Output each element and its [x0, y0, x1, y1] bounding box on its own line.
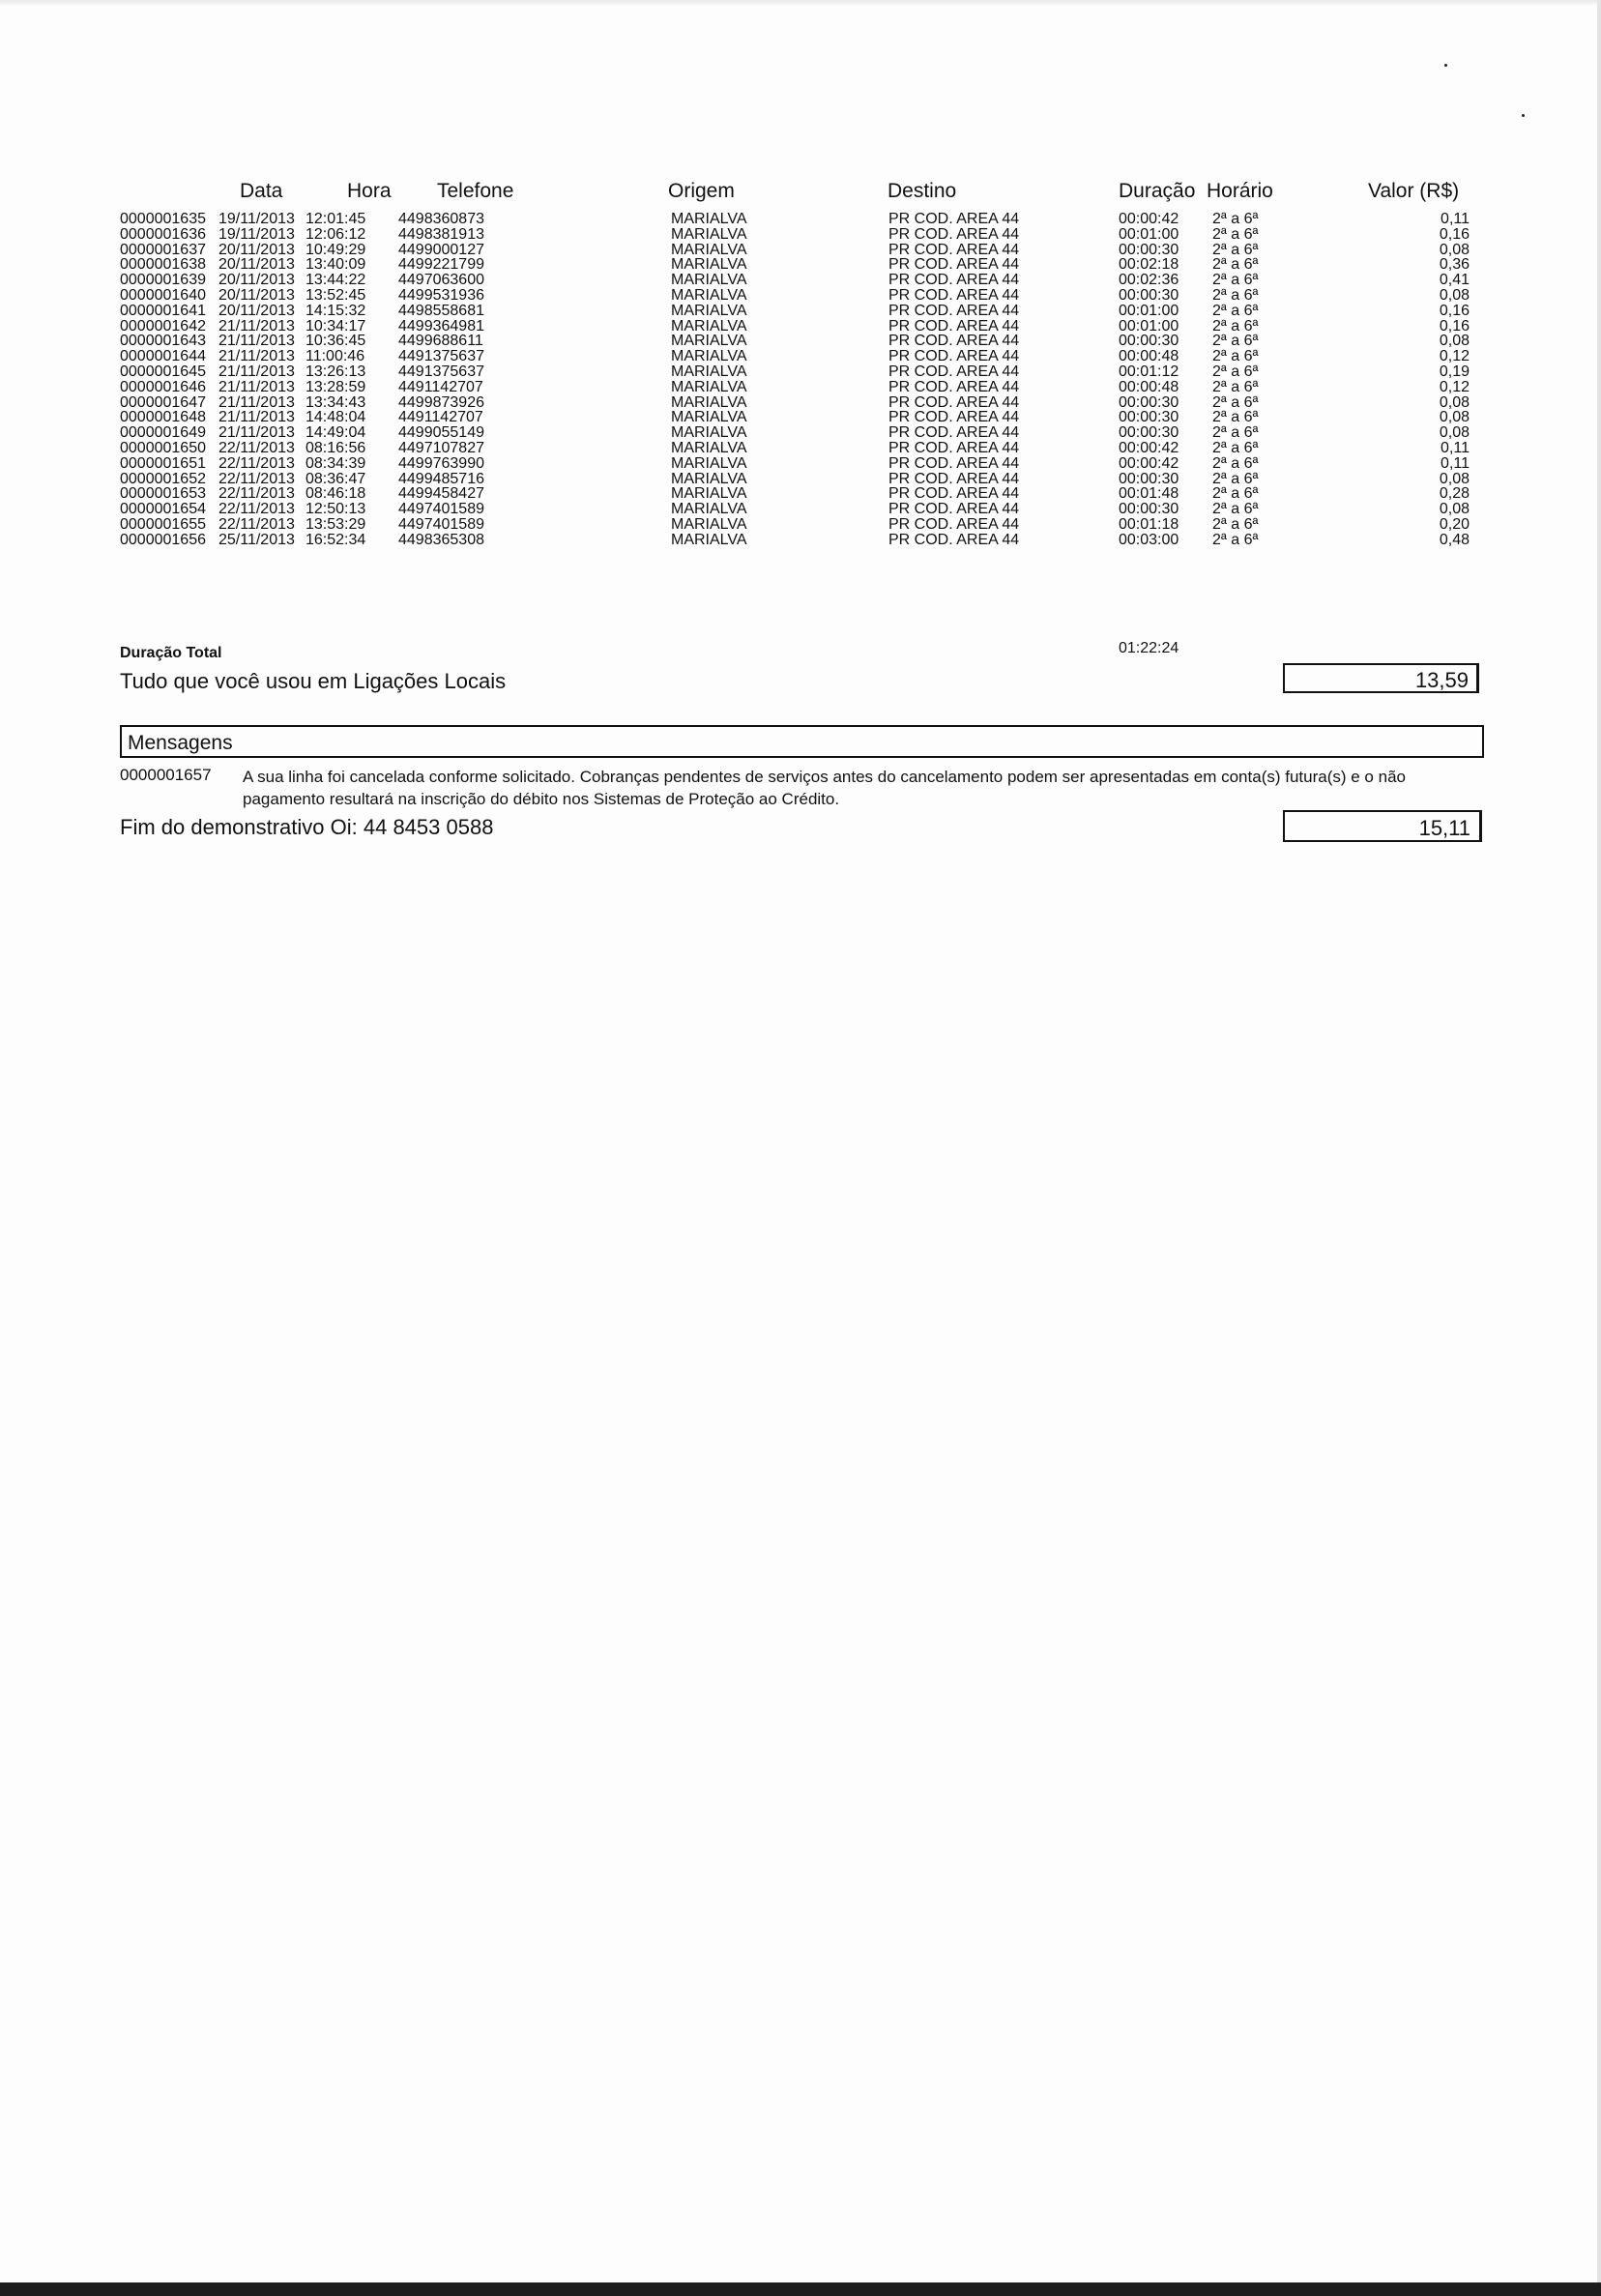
call-phone: 4491142707: [398, 378, 483, 395]
call-origin: MARIALVA: [671, 439, 747, 456]
call-value: 0,08: [1439, 286, 1470, 304]
column-header-duracao: Duração: [1119, 180, 1196, 202]
total-duration-label: Duração Total: [120, 645, 222, 661]
call-value: 0,12: [1439, 348, 1470, 365]
call-schedule: 2ª a 6ª: [1212, 317, 1259, 334]
call-duration: 00:01:00: [1119, 317, 1179, 334]
call-value: 0,20: [1439, 515, 1470, 533]
call-value: 0,16: [1439, 302, 1470, 319]
call-schedule: 2ª a 6ª: [1212, 225, 1259, 243]
messages-header-box: [120, 725, 1484, 758]
call-destination: PR COD. AREA 44: [888, 454, 1020, 472]
table-row: [0, 364, 1601, 380]
call-time: 13:44:22: [306, 272, 366, 289]
call-date: 21/11/2013: [218, 333, 295, 350]
call-schedule: 2ª a 6ª: [1212, 501, 1259, 518]
column-header-origem: Origem: [668, 180, 735, 202]
call-id: 0000001640: [120, 286, 206, 304]
call-id: 0000001639: [120, 272, 206, 289]
call-id: 0000001656: [120, 531, 206, 548]
call-duration: 00:01:00: [1119, 302, 1179, 319]
call-origin: MARIALVA: [671, 333, 747, 350]
call-date: 19/11/2013: [218, 225, 295, 243]
table-row: [0, 273, 1601, 288]
call-origin: MARIALVA: [671, 501, 747, 518]
call-duration: 00:01:00: [1119, 225, 1179, 243]
call-value: 0,41: [1439, 272, 1470, 289]
call-phone: 4497063600: [398, 272, 484, 289]
column-header-destino: Destino: [888, 180, 957, 202]
column-header-telefone: Telefone: [437, 180, 514, 202]
call-duration: 00:00:30: [1119, 409, 1179, 426]
call-destination: PR COD. AREA 44: [888, 439, 1020, 456]
table-row: [0, 502, 1601, 517]
call-phone: 4491142707: [398, 409, 483, 426]
call-id: 0000001637: [120, 241, 206, 258]
call-destination: PR COD. AREA 44: [888, 409, 1020, 426]
call-value: 0,08: [1439, 241, 1470, 258]
call-time: 14:49:04: [306, 424, 366, 442]
call-id: 0000001654: [120, 501, 206, 518]
call-value: 0,16: [1439, 225, 1470, 243]
call-time: 13:28:59: [306, 378, 366, 395]
call-time: 13:52:45: [306, 286, 366, 304]
table-row: [0, 257, 1601, 273]
table-row: [0, 334, 1601, 349]
call-value: 0,11: [1441, 211, 1470, 227]
table-row: [0, 517, 1601, 533]
call-duration: 00:00:30: [1119, 241, 1179, 258]
call-phone: 4499458427: [398, 485, 484, 503]
call-date: 21/11/2013: [218, 409, 295, 426]
call-origin: MARIALVA: [671, 302, 747, 319]
call-date: 21/11/2013: [218, 393, 295, 411]
call-value: 0,08: [1439, 333, 1470, 350]
call-schedule: 2ª a 6ª: [1212, 393, 1259, 411]
call-time: 12:06:12: [306, 225, 366, 243]
call-phone: 4499763990: [398, 454, 484, 472]
call-origin: MARIALVA: [671, 454, 747, 472]
call-duration: 00:03:00: [1119, 531, 1179, 548]
call-time: 14:48:04: [306, 409, 366, 426]
call-destination: PR COD. AREA 44: [888, 485, 1020, 503]
call-origin: MARIALVA: [671, 470, 747, 487]
call-date: 21/11/2013: [218, 378, 295, 395]
call-phone: 4497107827: [398, 439, 484, 456]
call-time: 10:34:17: [306, 317, 366, 334]
local-calls-summary-box: [1283, 663, 1479, 693]
call-time: 16:52:34: [306, 531, 366, 548]
call-time: 12:01:45: [306, 211, 366, 227]
scan-speck: [1444, 64, 1447, 67]
call-value: 0,08: [1439, 501, 1470, 518]
call-duration: 00:00:48: [1119, 348, 1179, 365]
call-time: 13:34:43: [306, 393, 366, 411]
call-time: 11:00:46: [306, 348, 365, 365]
call-origin: MARIALVA: [671, 378, 747, 395]
call-origin: MARIALVA: [671, 286, 747, 304]
call-id: 0000001646: [120, 378, 206, 395]
end-of-statement-label: Fim do demonstrativo Oi: 44 8453 0588: [120, 815, 494, 839]
end-of-statement-value: 15,11: [1418, 816, 1470, 840]
scan-edge-bottom: [0, 2282, 1601, 2296]
call-duration: 00:00:42: [1119, 454, 1179, 472]
call-origin: MARIALVA: [671, 363, 747, 380]
total-duration-value: 01:22:24: [1119, 640, 1179, 656]
call-id: 0000001652: [120, 470, 206, 487]
table-row: [0, 486, 1601, 502]
call-id: 0000001641: [120, 302, 206, 319]
call-origin: MARIALVA: [671, 409, 747, 426]
call-schedule: 2ª a 6ª: [1212, 241, 1259, 258]
call-duration: 00:00:30: [1119, 393, 1179, 411]
call-value: 0,11: [1441, 454, 1470, 472]
call-id: 0000001644: [120, 348, 206, 365]
call-duration: 00:00:30: [1119, 501, 1179, 518]
call-duration: 00:02:18: [1119, 256, 1179, 274]
call-id: 0000001642: [120, 317, 206, 334]
call-destination: PR COD. AREA 44: [888, 363, 1020, 380]
call-date: 20/11/2013: [218, 256, 295, 274]
call-schedule: 2ª a 6ª: [1212, 333, 1259, 350]
call-schedule: 2ª a 6ª: [1212, 348, 1259, 365]
call-duration: 00:01:12: [1119, 363, 1179, 380]
call-phone: 4499531936: [398, 286, 484, 304]
call-destination: PR COD. AREA 44: [888, 393, 1020, 411]
call-destination: PR COD. AREA 44: [888, 424, 1020, 442]
call-phone: 4498365308: [398, 531, 484, 548]
column-header-hora: Hora: [347, 180, 392, 202]
call-destination: PR COD. AREA 44: [888, 317, 1020, 334]
table-row: [0, 243, 1601, 258]
call-value: 0,12: [1439, 378, 1470, 395]
call-schedule: 2ª a 6ª: [1212, 485, 1259, 503]
table-row: [0, 380, 1601, 395]
call-destination: PR COD. AREA 44: [888, 501, 1020, 518]
scan-speck: [1522, 114, 1525, 117]
end-of-statement-box: [1283, 810, 1482, 842]
call-time: 12:50:13: [306, 501, 366, 518]
call-schedule: 2ª a 6ª: [1212, 409, 1259, 426]
call-schedule: 2ª a 6ª: [1212, 256, 1259, 274]
table-row: [0, 472, 1601, 487]
call-schedule: 2ª a 6ª: [1212, 286, 1259, 304]
column-header-valor: Valor (R$): [1368, 180, 1460, 202]
column-header-data: Data: [240, 180, 283, 202]
call-duration: 00:00:48: [1119, 378, 1179, 395]
call-id: 0000001653: [120, 485, 206, 503]
call-origin: MARIALVA: [671, 211, 747, 227]
call-phone: 4491375637: [398, 348, 484, 365]
call-value: 0,16: [1439, 317, 1470, 334]
call-date: 20/11/2013: [218, 286, 295, 304]
call-origin: MARIALVA: [671, 225, 747, 243]
call-schedule: 2ª a 6ª: [1212, 272, 1259, 289]
call-origin: MARIALVA: [671, 272, 747, 289]
call-duration: 00:00:30: [1119, 470, 1179, 487]
call-value: 0,08: [1439, 424, 1470, 442]
call-duration: 00:00:42: [1119, 439, 1179, 456]
call-value: 0,08: [1439, 409, 1470, 426]
call-id: 0000001636: [120, 225, 206, 243]
call-destination: PR COD. AREA 44: [888, 531, 1020, 548]
call-date: 22/11/2013: [218, 439, 295, 456]
call-origin: MARIALVA: [671, 515, 747, 533]
table-row: [0, 319, 1601, 334]
call-phone: 4498381913: [398, 225, 484, 243]
table-row: [0, 349, 1601, 364]
table-row: [0, 533, 1601, 548]
call-phone: 4498360873: [398, 211, 484, 227]
call-time: 08:36:47: [306, 470, 366, 487]
call-destination: PR COD. AREA 44: [888, 225, 1020, 243]
call-id: 0000001650: [120, 439, 206, 456]
call-date: 22/11/2013: [218, 501, 295, 518]
call-time: 10:49:29: [306, 241, 366, 258]
call-phone: 4499055149: [398, 424, 484, 442]
call-time: 13:26:13: [306, 363, 366, 380]
call-schedule: 2ª a 6ª: [1212, 531, 1259, 548]
call-duration: 00:02:36: [1119, 272, 1179, 289]
call-date: 22/11/2013: [218, 454, 295, 472]
table-row: [0, 212, 1601, 227]
call-origin: MARIALVA: [671, 393, 747, 411]
call-id: 0000001651: [120, 454, 206, 472]
call-destination: PR COD. AREA 44: [888, 333, 1020, 350]
table-row: [0, 441, 1601, 456]
call-destination: PR COD. AREA 44: [888, 302, 1020, 319]
call-time: 10:36:45: [306, 333, 366, 350]
call-phone: 4499221799: [398, 256, 484, 274]
call-time: 13:53:29: [306, 515, 366, 533]
scan-edge-top: [0, 0, 1601, 6]
call-id: 0000001635: [120, 211, 206, 227]
call-time: 08:16:56: [306, 439, 366, 456]
call-value: 0,08: [1439, 393, 1470, 411]
call-origin: MARIALVA: [671, 485, 747, 503]
call-value: 0,08: [1439, 470, 1470, 487]
call-value: 0,11: [1441, 439, 1470, 456]
call-schedule: 2ª a 6ª: [1212, 454, 1259, 472]
call-destination: PR COD. AREA 44: [888, 241, 1020, 258]
call-duration: 00:00:30: [1119, 333, 1179, 350]
call-id: 0000001638: [120, 256, 206, 274]
local-calls-summary-value: 13,59: [1414, 668, 1469, 692]
call-origin: MARIALVA: [671, 256, 747, 274]
column-header-horario: Horário: [1207, 180, 1273, 202]
call-schedule: 2ª a 6ª: [1212, 470, 1259, 487]
call-duration: 00:01:48: [1119, 485, 1179, 503]
call-origin: MARIALVA: [671, 241, 747, 258]
call-date: 22/11/2013: [218, 515, 295, 533]
local-calls-summary-label: Tudo que você usou em Ligações Locais: [120, 669, 507, 693]
call-date: 21/11/2013: [218, 348, 295, 365]
call-time: 08:34:39: [306, 454, 366, 472]
call-phone: 4498558681: [398, 302, 484, 319]
call-destination: PR COD. AREA 44: [888, 348, 1020, 365]
call-schedule: 2ª a 6ª: [1212, 378, 1259, 395]
call-id: 0000001645: [120, 363, 206, 380]
table-row: [0, 425, 1601, 441]
call-date: 19/11/2013: [218, 211, 295, 227]
table-row: [0, 227, 1601, 243]
call-schedule: 2ª a 6ª: [1212, 211, 1259, 227]
call-origin: MARIALVA: [671, 531, 747, 548]
call-schedule: 2ª a 6ª: [1212, 515, 1259, 533]
call-date: 22/11/2013: [218, 470, 295, 487]
call-phone: 4499000127: [398, 241, 484, 258]
call-value: 0,19: [1439, 363, 1470, 380]
table-row: [0, 288, 1601, 304]
messages-title: Mensagens: [128, 732, 233, 754]
call-duration: 00:00:30: [1119, 286, 1179, 304]
call-time: 14:15:32: [306, 302, 366, 319]
table-row: [0, 395, 1601, 411]
call-value: 0,36: [1439, 256, 1470, 274]
call-schedule: 2ª a 6ª: [1212, 363, 1259, 380]
call-phone: 4497401589: [398, 515, 484, 533]
table-row: [0, 410, 1601, 425]
table-row: [0, 456, 1601, 472]
call-destination: PR COD. AREA 44: [888, 272, 1020, 289]
call-time: 13:40:09: [306, 256, 366, 274]
call-duration: 00:00:30: [1119, 424, 1179, 442]
call-schedule: 2ª a 6ª: [1212, 302, 1259, 319]
call-phone: 4491375637: [398, 363, 484, 380]
call-date: 21/11/2013: [218, 424, 295, 442]
call-date: 21/11/2013: [218, 363, 295, 380]
call-destination: PR COD. AREA 44: [888, 470, 1020, 487]
call-table: [0, 212, 1601, 548]
call-destination: PR COD. AREA 44: [888, 515, 1020, 533]
call-id: 0000001643: [120, 333, 206, 350]
call-date: 20/11/2013: [218, 241, 295, 258]
call-date: 25/11/2013: [218, 531, 295, 548]
call-phone: 4499873926: [398, 393, 484, 411]
call-destination: PR COD. AREA 44: [888, 211, 1020, 227]
call-date: 22/11/2013: [218, 485, 295, 503]
call-destination: PR COD. AREA 44: [888, 378, 1020, 395]
call-id: 0000001648: [120, 409, 206, 426]
call-phone: 4497401589: [398, 501, 484, 518]
call-id: 0000001655: [120, 515, 206, 533]
call-date: 21/11/2013: [218, 317, 295, 334]
call-destination: PR COD. AREA 44: [888, 256, 1020, 274]
call-origin: MARIALVA: [671, 348, 747, 365]
call-id: 0000001649: [120, 424, 206, 442]
call-value: 0,28: [1439, 485, 1470, 503]
call-duration: 00:00:42: [1119, 211, 1179, 227]
call-phone: 4499688611: [398, 333, 483, 350]
call-phone: 4499485716: [398, 470, 484, 487]
table-row: [0, 304, 1601, 319]
call-time: 08:46:18: [306, 485, 366, 503]
call-destination: PR COD. AREA 44: [888, 286, 1020, 304]
call-schedule: 2ª a 6ª: [1212, 424, 1259, 442]
call-phone: 4499364981: [398, 317, 484, 334]
call-origin: MARIALVA: [671, 424, 747, 442]
call-date: 20/11/2013: [218, 302, 295, 319]
call-id: 0000001647: [120, 393, 206, 411]
call-duration: 00:01:18: [1119, 515, 1179, 533]
message-id: 0000001657: [120, 766, 212, 784]
call-value: 0,48: [1439, 531, 1470, 548]
call-schedule: 2ª a 6ª: [1212, 439, 1259, 456]
call-date: 20/11/2013: [218, 272, 295, 289]
call-origin: MARIALVA: [671, 317, 747, 334]
message-text: A sua linha foi cancelada conforme solicitado. Cobranças pendentes de serviços antes do cancelamento podem ser apresentadas em conta(s) futura(s) e o não pagamento resultará na inscrição do débito nos Sistemas de Proteção ao Crédito.: [243, 768, 1406, 808]
